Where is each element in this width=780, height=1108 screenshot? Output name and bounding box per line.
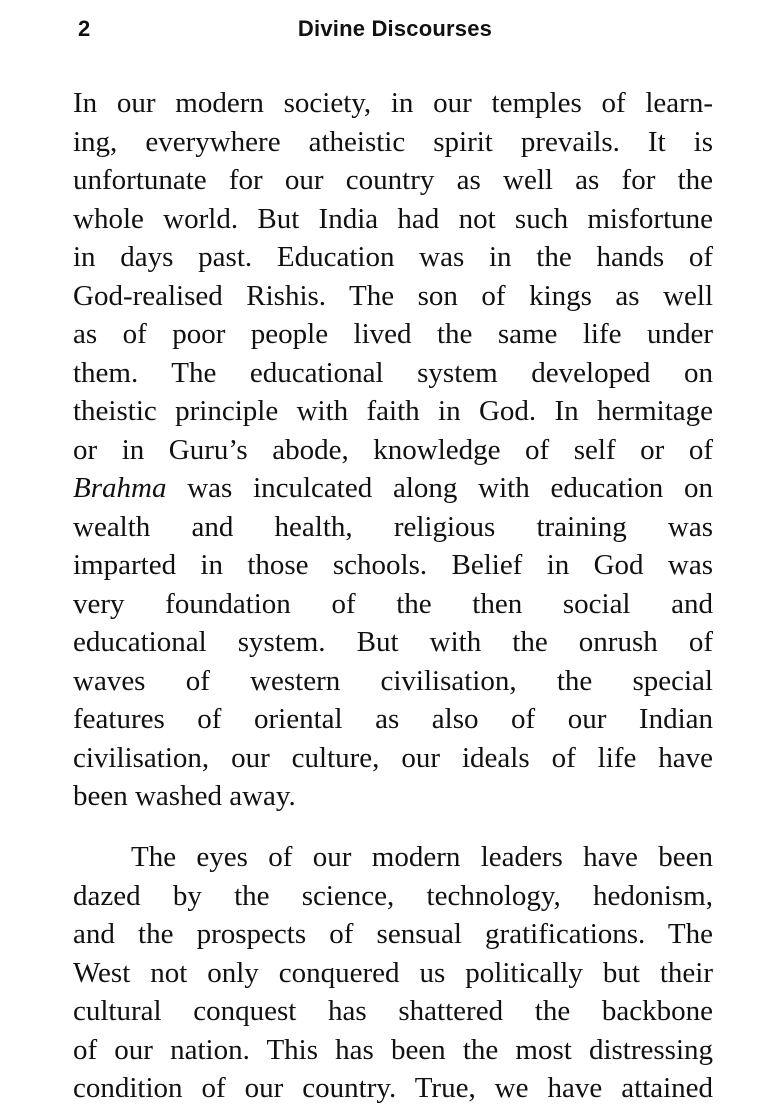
text-line: features of oriental as also of our Indian xyxy=(73,703,713,735)
text-line: whole world. But India had not such misfortune xyxy=(73,202,713,235)
text-line: or in Guru’s abode, knowledge of self or of xyxy=(73,433,713,466)
text-line: them. The educational system developed on xyxy=(73,356,713,389)
text-line: educational system. But with the onrush of xyxy=(73,626,713,658)
text-line: waves of western civilisation, the special xyxy=(73,664,713,697)
text-line: wealth and health, religious training was xyxy=(73,510,713,543)
text-line: cultural conquest has shattered the backbone xyxy=(73,995,713,1027)
text-line: unfortunate for our country as well as for the xyxy=(73,164,713,196)
text-line: The eyes of our modern leaders have been xyxy=(131,841,713,873)
text-line: very foundation of the then social and xyxy=(73,587,713,620)
paragraph-1 xyxy=(73,84,713,816)
text-line: In our modern society, in our temples of learn- xyxy=(73,87,713,119)
text-line xyxy=(73,469,713,508)
text-line: dazed by the science, technology, hedonism, xyxy=(73,879,713,912)
text-line: civilisation, our culture, our ideals of life have xyxy=(73,741,713,774)
text-line: been washed away. xyxy=(73,780,296,812)
italic-term: Brahma xyxy=(73,472,167,504)
text-line: West not only conquered us politically but their xyxy=(73,956,713,989)
text-line: as of poor people lived the same life under xyxy=(73,318,713,350)
text-line: condition of our country. True, we have attained xyxy=(73,1072,713,1104)
text-line: God-realised Rishis. The son of kings as well xyxy=(73,279,713,312)
text-line: and the prospects of sensual gratifications. The xyxy=(73,918,713,950)
text-line: in days past. Education was in the hands of xyxy=(73,241,713,273)
text-segment: was inculcated along with education on xyxy=(166,472,713,504)
text-line: ing, everywhere atheistic spirit prevails. It is xyxy=(73,125,713,158)
text-line: of our nation. This has been the most distressing xyxy=(73,1033,713,1066)
text-line: theistic principle with faith in God. In hermitage xyxy=(73,395,713,427)
text-line: imparted in those schools. Belief in God was xyxy=(73,549,713,581)
page-number: 2 xyxy=(78,16,91,41)
paragraph-2 xyxy=(73,838,713,1108)
running-title: Divine Discourses xyxy=(297,16,493,41)
